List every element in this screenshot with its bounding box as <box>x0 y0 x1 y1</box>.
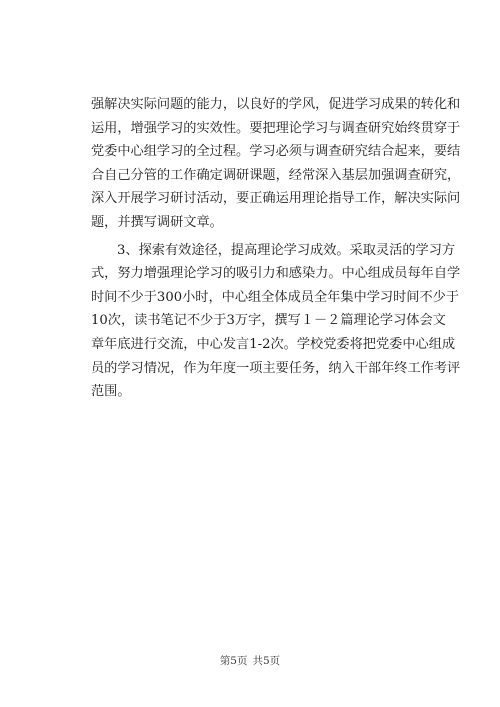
paragraph-line: 员的学习情况，作为年度一项主要任务，纳入干部年终工作考评 <box>91 360 461 376</box>
paragraph-line: 党委中心组学习的全过程。学习必须与调查研究结合起来，要结 <box>91 144 461 160</box>
paragraph-line: 章年底进行交流，中心发言1-2次。学校党委将把党委中心组成 <box>91 336 456 352</box>
paragraph-line: 3、探索有效途径，提高理论学习成效。采取灵活的学习方 <box>117 242 456 258</box>
paragraph-line: 10次，读书笔记不少于3万字，撰写１－２篇理论学习体会文 <box>91 313 446 329</box>
page-number: 第5页 <box>219 655 248 667</box>
paragraph-line: 合自己分管的工作确定调研课题，经常深入基层加强调查研究， <box>91 167 461 183</box>
paragraph-line: 运用，增强学习的实效性。要把理论学习与调查研究始终贯穿于 <box>91 120 461 136</box>
page-total: 共5页 <box>252 655 281 667</box>
paragraph-line: 范围。 <box>91 384 131 400</box>
paragraph-2 <box>91 239 461 404</box>
paragraph-line: 题，并撰写调研文章。 <box>91 214 223 230</box>
paragraph-line: 式，努力增强理论学习的吸引力和感染力。中心组成员每年自学 <box>91 266 461 282</box>
paragraph-1 <box>91 93 461 235</box>
paragraph-line: 深入开展学习研讨活动，要正确运用理论指导工作，解决实际问 <box>91 191 461 207</box>
paragraph-line: 强解决实际问题的能力，以良好的学风，促进学习成果的转化和 <box>91 97 461 112</box>
page-footer <box>0 653 500 668</box>
document-body <box>91 93 461 404</box>
paragraph-line: 时间不少于300小时，中心组全体成员全年集中学习时间不少于 <box>91 289 460 305</box>
